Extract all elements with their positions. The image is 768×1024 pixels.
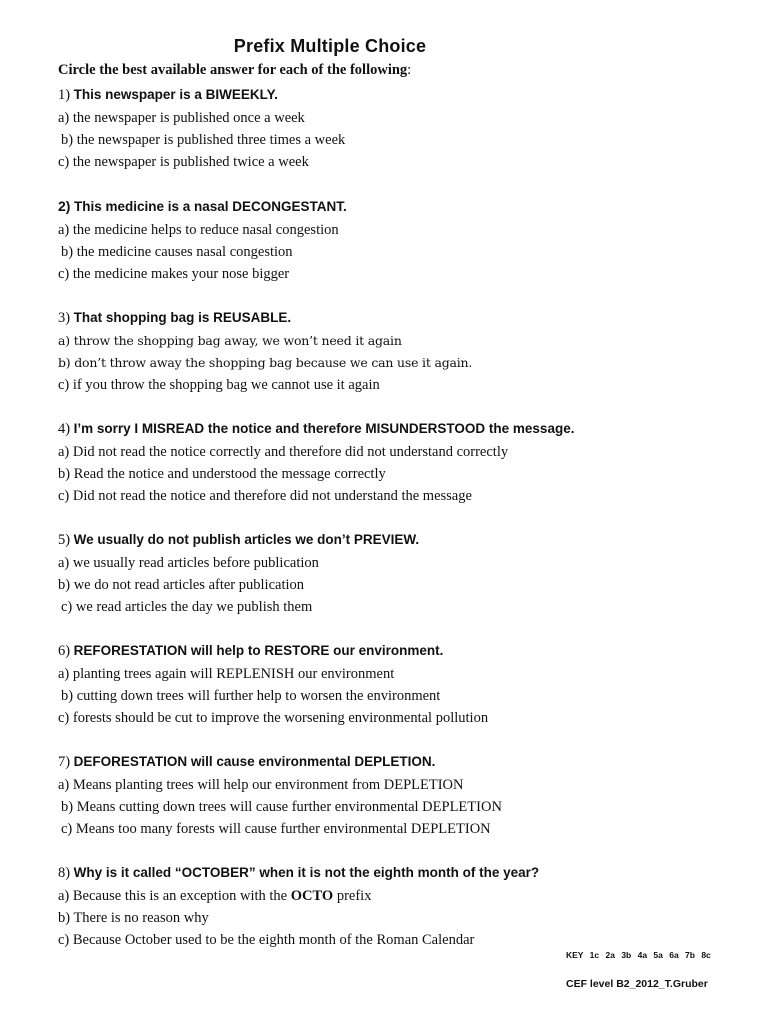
option-a-emphasis: OCTO <box>290 888 334 904</box>
option-a: a) we usually read articles before publication <box>58 555 319 571</box>
question-text: This newspaper is a BIWEEKLY. <box>73 87 278 102</box>
question-6 <box>58 640 738 729</box>
question-text: We usually do not publish articles we don’t PREVIEW. <box>73 532 420 547</box>
question-3 <box>58 307 738 396</box>
option-c: c) Means too many forests will cause further environmental DEPLETION <box>61 821 491 837</box>
question-4 <box>58 418 738 507</box>
question-text: REFORESTATION will help to RESTORE our environment. <box>73 643 444 658</box>
option-a-text: a) Because this is an exception with the <box>58 888 288 904</box>
question-7-prompt <box>58 751 738 774</box>
option-c: c) if you throw the shopping bag we cannot use it again <box>58 377 380 393</box>
question-number: 1) <box>58 87 71 103</box>
answer-key: KEY 1c 2a 3b 4a 5a 6a 7b 8c <box>566 950 711 960</box>
option-c: c) forests should be cut to improve the worsening environmental pollution <box>58 710 489 726</box>
question-text: This medicine is a nasal DECONGESTANT. <box>73 199 347 214</box>
question-text: DEFORESTATION will cause environmental DEPLETION. <box>73 754 436 769</box>
option-a: a) the newspaper is published once a week <box>58 110 305 126</box>
option-b: b) the newspaper is published three times a week <box>61 132 346 148</box>
footer-credit: CEF level B2_2012_T.Gruber <box>566 978 708 990</box>
option-a: a) Means planting trees will help our environment from DEPLETION <box>58 777 464 793</box>
question-text: I’m sorry I MISREAD the notice and therefore MISUNDERSTOOD the message. <box>73 421 575 436</box>
question-number: 7) <box>58 754 71 770</box>
instructions-colon: : <box>407 62 412 78</box>
question-1 <box>58 84 738 173</box>
question-number: 3) <box>58 310 71 326</box>
option-a-suffix: prefix <box>336 888 372 904</box>
question-number: 4) <box>58 421 71 437</box>
question-8-prompt <box>58 862 738 885</box>
question-7 <box>58 751 738 840</box>
option-b: b) Means cutting down trees will cause further environmental DEPLETION <box>61 799 502 815</box>
question-5 <box>58 529 738 618</box>
option-c: c) the newspaper is published twice a week <box>58 154 309 170</box>
question-number: 5) <box>58 532 71 548</box>
option-a: a) planting trees again will REPLENISH our environment <box>58 666 395 682</box>
question-number: 8) <box>58 865 71 881</box>
question-number: 6) <box>58 643 71 659</box>
question-number: 2) <box>58 198 71 214</box>
question-6-prompt <box>58 640 738 663</box>
question-5-prompt <box>58 529 738 552</box>
option-b: b) don’t throw away the shopping bag because we can use it again. <box>58 355 473 370</box>
question-8 <box>58 862 738 951</box>
question-2-prompt <box>58 195 738 219</box>
option-b: b) Read the notice and understood the message correctly <box>58 466 386 482</box>
question-list <box>58 84 738 973</box>
option-c: c) the medicine makes your nose bigger <box>58 266 290 282</box>
option-a: a) Did not read the notice correctly and therefore did not understand correctly <box>58 444 509 460</box>
option-c: c) we read articles the day we publish them <box>61 599 313 615</box>
option-b: b) There is no reason why <box>58 910 209 926</box>
option-b: b) cutting down trees will further help to worsen the environment <box>61 688 441 704</box>
option-b: b) the medicine causes nasal congestion <box>61 244 293 260</box>
question-1-prompt <box>58 84 738 107</box>
question-2 <box>58 195 738 285</box>
question-4-prompt <box>58 418 738 441</box>
option-c: c) Because October used to be the eighth month of the Roman Calendar <box>58 932 475 948</box>
instructions-text: Circle the best available answer for each of the following <box>58 62 408 78</box>
option-a: a) throw the shopping bag away, we won’t need it again <box>58 333 402 348</box>
worksheet-title: Prefix Multiple Choice <box>233 36 427 56</box>
option-a <box>58 885 738 907</box>
instructions <box>58 62 411 79</box>
question-3-prompt <box>58 307 738 330</box>
option-b: b) we do not read articles after publication <box>58 577 304 593</box>
question-text: Why is it called “OCTOBER” when it is not the eighth month of the year? <box>73 865 540 880</box>
question-text: That shopping bag is REUSABLE. <box>73 310 292 325</box>
option-a: a) the medicine helps to reduce nasal congestion <box>58 222 339 238</box>
option-c: c) Did not read the notice and therefore did not understand the message <box>58 488 472 504</box>
